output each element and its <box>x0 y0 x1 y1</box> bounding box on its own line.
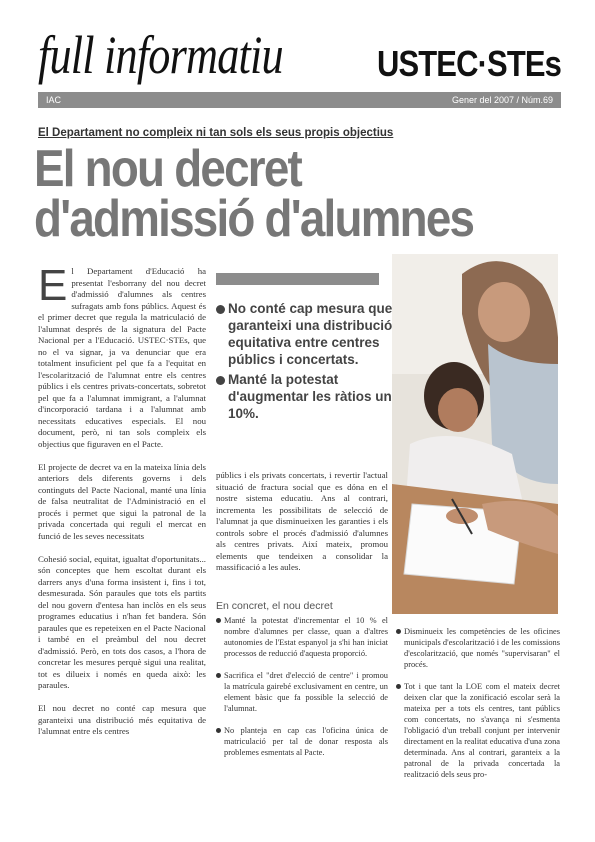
bullet-dot-icon <box>216 728 221 733</box>
bullet-text: Disminueix les competències de les oficines municipals d'escolarització i de les comissions d'escolarització, que només "supervisaran" el procés. <box>404 627 560 669</box>
bullet-text: Manté la potestat d'incrementar el 10 % el nombre d'alumnes per classe, quan a d'altres autonomies de l'Estat espanyol ja s'hi han iniciat processos de reducció d'aquesta proporció. <box>224 616 388 658</box>
bullet-text: Sacrifica el "dret d'elecció de centre" i promou la matrícula gairebé exclusivament en centre, un element bàsic que fa possible la selecció de l'alumnat. <box>224 671 388 713</box>
bullet-dot-icon <box>396 684 401 689</box>
article-kicker: El Departament no compleix ni tan sols els seus propis objectius <box>38 127 394 139</box>
bullet-item <box>216 615 388 659</box>
bullet-list-right <box>396 626 560 791</box>
article-column-2 <box>216 470 388 594</box>
article-headline <box>34 140 474 248</box>
paragraph-2: El projecte de decret va en la mateixa línia dels anteriors dels diferents governs i dels continguts del Pacte Nacional, manté una línia de falsa neutralitat de l'Administració en el procés i permet que sigui la patronal de la privada concertada qui reguli el mercat en funció de les seves necessitats <box>38 461 206 541</box>
paragraph-3: Cohesió social, equitat, igualtat d'oportunitats... són conceptes que hem escoltat durant els darrers anys d'una forma insistent i, fins i tot, desmesurada. Són paraules que tots els partits del nou govern d'entesa han inclòs en els seus programes educatius i n'han fet bandera. Són paraules que es repeteixen en el Pacte Nacional i també en el preàmbul del nou decret d'admissió. Però, en tots dos casos, a l'hora de concretar les mesures perquè sigui una realitat, tot es dilueix i només en queda això: les paraules. <box>38 553 206 690</box>
headline-line-1: El nou decret <box>34 140 301 198</box>
bullet-dot-icon <box>216 673 221 678</box>
bullet-list-left <box>216 615 388 769</box>
highlight-item <box>216 371 394 422</box>
dropcap: E <box>38 266 68 310</box>
bullet-item <box>396 626 560 670</box>
highlight-text: Manté la potestat d'augmentar les ràtios un 10%. <box>228 372 392 421</box>
highlight-bar <box>216 273 379 285</box>
masthead-title: full informatiu <box>38 25 283 85</box>
bullet-item <box>216 725 388 758</box>
bullet-text: Tot i que tant la LOE com el mateix decret deixen clar que la zonificació escolar serà la mateixa per a tots els centres, tant públics com concertats, no s'avança ni s'esmenta l'obligació d'un treball conjunt per intervenir directament en la realitat educativa d'una zona determinada. Ans al contrari, garanteix a la patronal de la privada concertada la realització dels seus pro- <box>404 682 560 779</box>
masthead-left-label: IAC <box>46 95 62 105</box>
issue-label: Gener del 2007 / Núm.69 <box>451 95 553 105</box>
bullet-dot-icon <box>216 618 221 623</box>
highlights-box <box>216 300 394 425</box>
article-column-1 <box>38 266 206 814</box>
teacher-student-photo <box>392 254 558 614</box>
section-subhead: En concret, el nou decret <box>216 600 333 612</box>
bullet-dot-icon <box>396 629 401 634</box>
headline-line-2: d'admissió d'alumnes <box>34 190 474 248</box>
masthead-band <box>38 92 561 108</box>
bullet-dot-icon <box>216 305 225 314</box>
paragraph-intro <box>38 266 206 450</box>
bullet-dot-icon <box>216 376 225 385</box>
bullet-text: No planteja en cap cas l'oficina única de matriculació per tal de donar resposta als problemes esmentats al Pacte. <box>224 726 388 757</box>
photo-illustration-icon <box>392 254 558 614</box>
paragraph-intro-text: l Departament d'Educació ha presentat l'esborrany del nou decret d'admissió d'alumnes als centres sufragats amb fons públics. Aquest és el primer decret que regula la matriculació de l'alumnat després de la signatura del Pacte Nacional per a l'Educació. USTEC·STEs, que no el va signar, ja va denunciar que era totalment insuficient pel que fa a l'equitat en l'escolarització de l'alumnat entre els centres públics i els centres privats-concertats, sobretot pel que fa a l'alumnat immigrant, a l'alumnat d'incorporació tardana i a l'alumnat amb necessitats educatives especials. El nou document, però, ni tan sols compleix els objectius que figuraven en el Pacte. <box>38 266 206 449</box>
bullet-item <box>216 670 388 714</box>
paragraph-4: El nou decret no conté cap mesura que garanteixi una distribució més equitativa de l'alumnat entre els centres <box>38 703 206 736</box>
highlight-text: No conté cap mesura que garanteixi una distribució equitativa entre centres públics i concertats. <box>228 301 393 367</box>
paragraph-continued: públics i els privats concertats, i revertir l'actual situació de fractura social que es dóna en el nostre sistema educatiu. Ans al contrari, incrementa les possibilitats de selecció de l'alumnat ja que disminueixen les garanties i els controls sobre el procés d'admissió d'alumnes als centres privats. Així mateix, promou elements que tendeixen a consolidar la massificació a les aules. <box>216 470 388 572</box>
masthead-brand: USTEC·STEs <box>376 43 561 84</box>
bullet-item <box>396 681 560 780</box>
highlight-item <box>216 300 394 368</box>
